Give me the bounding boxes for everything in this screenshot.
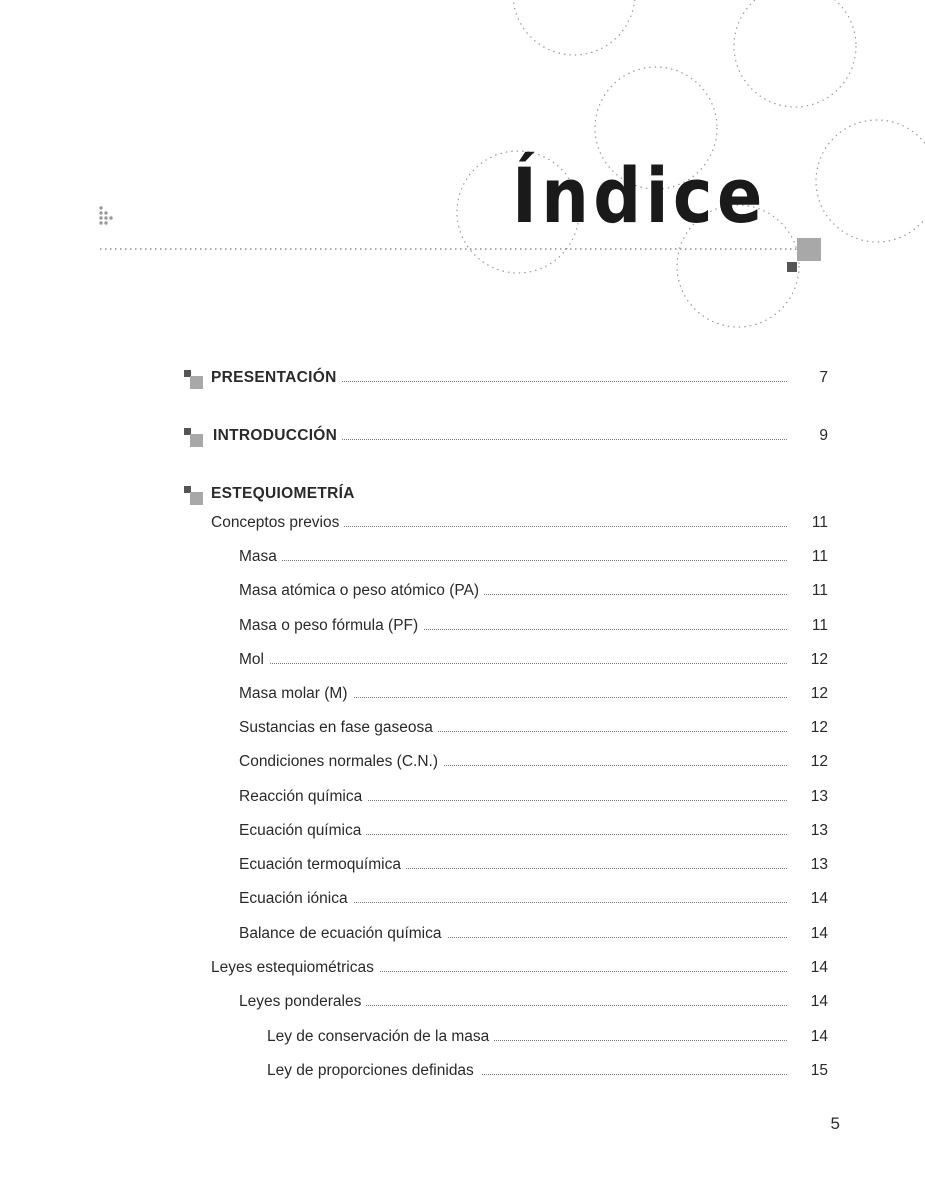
toc-section-presentacion[interactable] [0,366,925,390]
toc-entry-label: Mol [239,648,269,672]
toc-page-number: 12 [810,685,828,702]
deco-circle [816,120,925,242]
toc-entry-label: Masa [239,545,282,569]
toc-section-estequiometria[interactable] [0,482,925,506]
toc-entry[interactable] [0,1059,925,1083]
toc-leader [350,902,787,903]
deco-circle [513,0,635,55]
header-square-large [797,238,821,261]
toc-page-number: 14 [810,1028,828,1045]
toc-page-number: 11 [811,617,828,634]
toc-page-number: 13 [810,788,828,805]
toc-leader [330,526,787,527]
toc-leader [420,629,787,630]
page-title: Índice [512,151,767,240]
toc-leader [445,937,787,938]
toc-leader [440,765,787,766]
toc-leader [265,663,787,664]
toc-leader [270,560,787,561]
toc-page-number: 13 [810,856,828,873]
dot-grid-icon [99,206,112,224]
toc-leader [365,834,787,835]
toc-entry-label: Ecuación química [239,819,366,843]
toc-entry[interactable] [0,648,925,672]
toc-entry[interactable] [0,990,925,1014]
header-decoration [0,0,925,340]
toc-leader [378,971,787,972]
toc-entry-label: Ley de conservación de la masa [267,1025,494,1049]
toc-page-number: 14 [810,925,828,942]
toc-entry-label: Leyes ponderales [239,990,366,1014]
toc-section-label: PRESENTACIÓN [211,366,342,390]
toc-leader [405,868,787,869]
toc-page-number: 11 [811,548,828,565]
toc-leader [480,594,787,595]
toc-page-number: 11 [811,582,828,599]
toc-leader [350,697,787,698]
toc-entry-label: Masa molar (M) [239,682,353,706]
toc-entry[interactable] [0,887,925,911]
toc-entry[interactable] [0,956,925,980]
toc-leader [340,439,787,440]
toc-entry[interactable] [0,614,925,638]
toc-entry-label: Leyes estequiométricas [211,956,379,980]
toc-leader [482,1074,787,1075]
toc-entry[interactable] [0,579,925,603]
toc-page-number: 11 [811,514,828,531]
toc-entry-label: Balance de ecuación química [239,922,447,946]
toc-leader [493,1040,787,1041]
toc-entry[interactable] [0,545,925,569]
toc-page-number: 12 [810,753,828,770]
toc-page-number: 9 [819,427,828,444]
deco-circle [734,0,856,107]
toc-entry[interactable] [0,785,925,809]
toc-page-number: 14 [810,993,828,1010]
toc-entry[interactable] [0,1025,925,1049]
toc-leader [425,731,787,732]
toc-leader [365,800,787,801]
toc-page-number: 14 [810,959,828,976]
toc-entry-label: Ecuación iónica [239,887,353,911]
toc-section-label: INTRODUCCIÓN [213,424,342,448]
toc-entry[interactable] [0,682,925,706]
toc-entry[interactable] [0,511,925,535]
toc-section-introduccion[interactable] [0,424,925,448]
toc-entry[interactable] [0,750,925,774]
page-number: 5 [830,1114,840,1133]
header-square-small [787,262,797,272]
toc-entry[interactable] [0,922,925,946]
toc-section-label: ESTEQUIOMETRÍA [211,482,360,506]
toc-entry[interactable] [0,716,925,740]
toc-page-number: 7 [819,369,828,386]
toc-page-number: 12 [810,719,828,736]
toc-entry-label: Masa o peso fórmula (PF) [239,614,423,638]
toc-leader [334,381,787,382]
toc-entry-label: Reacción química [239,785,367,809]
toc-page-number: 12 [810,651,828,668]
toc-entry-label: Sustancias en fase gaseosa [239,716,438,740]
toc-page-number: 15 [810,1062,828,1079]
toc-entry-label: Ley de proporciones definidas [267,1059,479,1083]
toc-page-number: 14 [810,890,828,907]
toc-entry[interactable] [0,853,925,877]
toc-page-number: 13 [810,822,828,839]
toc-entry[interactable] [0,819,925,843]
toc-entry-label: Masa atómica o peso atómico (PA) [239,579,484,603]
toc-leader [365,1005,787,1006]
toc-entry-label: Ecuación termoquímica [239,853,406,877]
toc-entry-label: Condiciones normales (C.N.) [239,750,443,774]
toc-entry-label: Conceptos previos [211,511,344,535]
